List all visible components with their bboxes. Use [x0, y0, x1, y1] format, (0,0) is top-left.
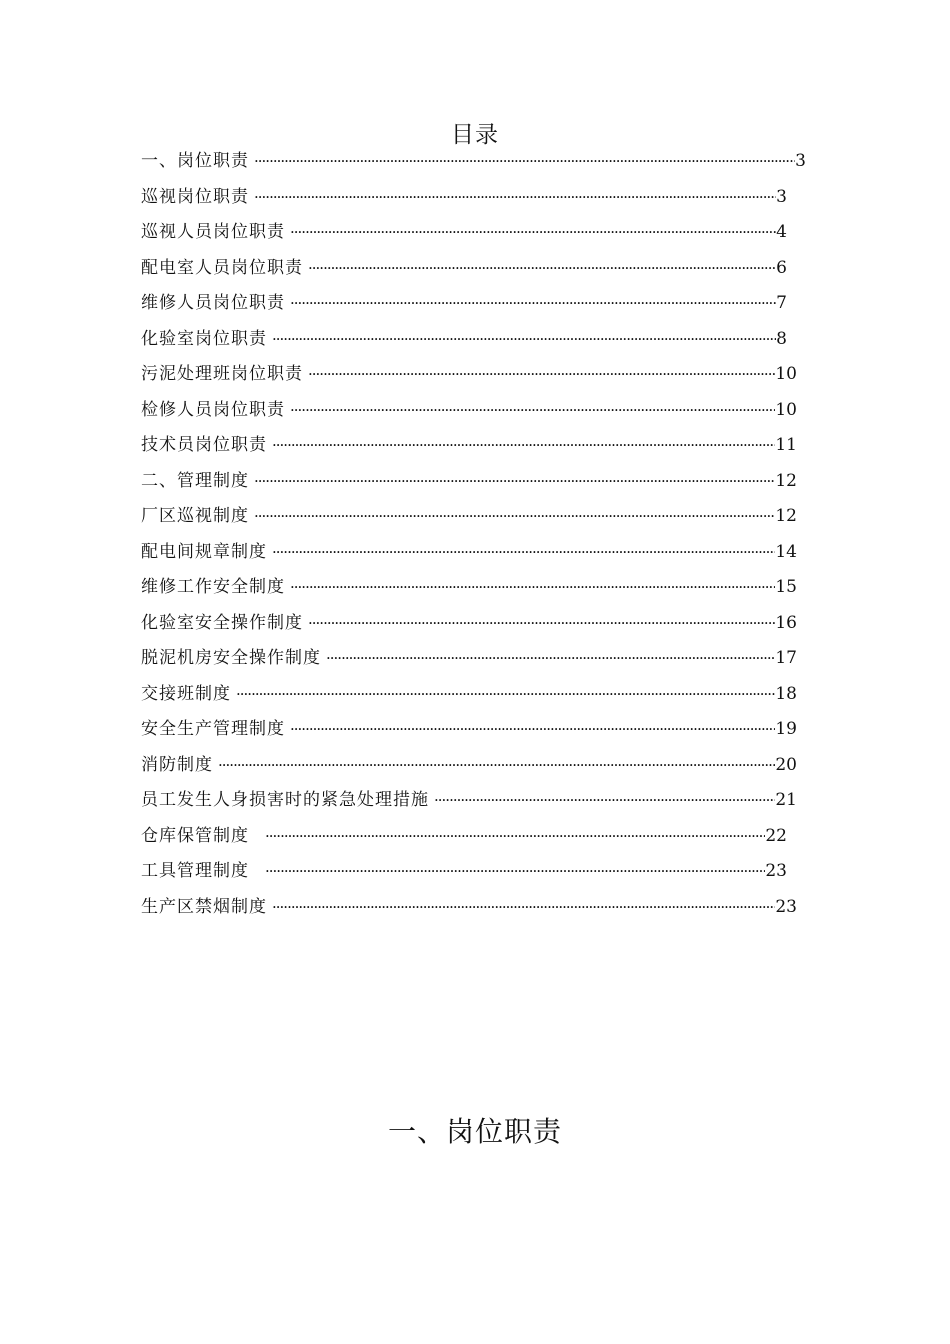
toc-dot-leader [249, 820, 765, 852]
section-heading: 一、岗位职责 [387, 1115, 562, 1148]
toc-entry[interactable] [141, 607, 797, 639]
toc-entry-page: 4 [776, 222, 787, 242]
toc-dot-leader [267, 429, 775, 461]
toc-dot-leader [249, 855, 765, 887]
toc-dot-leader [303, 252, 776, 284]
toc-entry-page: 7 [776, 293, 787, 313]
toc-title: 目录 [451, 122, 499, 148]
toc-dot-leader [285, 394, 775, 426]
toc-entry-label: 二、管理制度 [141, 470, 249, 491]
toc-entry-label: 一、岗位职责 [141, 151, 249, 171]
toc-entry[interactable] [141, 678, 797, 710]
toc-entry[interactable] [141, 571, 797, 603]
toc-entry[interactable] [141, 287, 787, 319]
toc-entry[interactable] [141, 820, 787, 852]
toc-entry[interactable] [141, 536, 797, 568]
toc-dot-leader [303, 358, 775, 390]
toc-entry-page: 3 [776, 186, 787, 207]
toc-dot-leader [285, 713, 775, 745]
toc-entry-label: 技术员岗位职责 [141, 435, 267, 455]
toc-entry-page: 10 [775, 364, 797, 384]
toc-entry-page: 18 [775, 683, 797, 704]
toc-dot-leader [285, 216, 776, 248]
toc-entry-page: 3 [795, 151, 806, 171]
toc-entry-label: 员工发生人身损害时的紧急处理措施 [141, 790, 429, 810]
toc-dot-leader [249, 181, 776, 213]
toc-entry[interactable] [141, 855, 787, 887]
toc-dot-leader [429, 784, 775, 816]
toc-entry-page: 20 [775, 754, 797, 775]
toc-entry-page: 19 [775, 719, 797, 739]
toc-entry-page: 14 [775, 541, 797, 562]
toc-entry[interactable] [141, 252, 787, 284]
toc-entry[interactable] [141, 465, 797, 497]
toc-entry-label: 配电室人员岗位职责 [141, 257, 303, 278]
toc-entry[interactable] [141, 713, 797, 745]
toc-entry-page: 17 [775, 648, 797, 668]
toc-dot-leader [213, 749, 775, 781]
toc-dot-leader [285, 571, 775, 603]
toc-entry-label: 仓库保管制度 [141, 825, 249, 846]
toc-entry-page: 22 [765, 825, 787, 846]
toc-entry-label: 厂区巡视制度 [141, 506, 249, 526]
toc-entry-page: 23 [765, 861, 787, 881]
toc-entry-page: 6 [776, 257, 787, 278]
toc-entry[interactable] [141, 323, 787, 355]
toc-entry-label: 巡视人员岗位职责 [141, 222, 285, 242]
toc-entry-page: 11 [775, 435, 797, 455]
toc-dot-leader [321, 642, 775, 674]
toc-dot-leader [267, 891, 775, 923]
toc-dot-leader [267, 323, 776, 355]
toc-entry[interactable] [141, 749, 797, 781]
toc-dot-leader [285, 287, 776, 319]
toc-entry[interactable] [141, 784, 797, 816]
toc-entry-page: 10 [775, 399, 797, 420]
toc-dot-leader [249, 465, 775, 497]
toc-entry-label: 配电间规章制度 [141, 541, 267, 562]
toc-entry[interactable] [141, 145, 806, 177]
toc-entry-label: 消防制度 [141, 754, 213, 775]
toc-entry[interactable] [141, 500, 797, 532]
toc-entry-label: 化验室岗位职责 [141, 328, 267, 349]
toc-entry-label: 安全生产管理制度 [141, 719, 285, 739]
toc-entry-page: 23 [775, 896, 797, 917]
toc-dot-leader [231, 678, 775, 710]
toc-dot-leader [249, 145, 795, 177]
toc-entry-page: 8 [776, 328, 787, 349]
toc-entry[interactable] [141, 394, 797, 426]
toc-entry-label: 污泥处理班岗位职责 [141, 364, 303, 384]
toc-entry[interactable] [141, 358, 797, 390]
toc-entry-page: 12 [775, 506, 797, 526]
toc-entry[interactable] [141, 181, 787, 213]
toc-entry-label: 化验室安全操作制度 [141, 612, 303, 633]
toc-entry[interactable] [141, 642, 797, 674]
toc-entry-page: 16 [775, 612, 797, 633]
toc-entry[interactable] [141, 429, 797, 461]
toc-entry-label: 维修工作安全制度 [141, 577, 285, 597]
toc-entry-label: 脱泥机房安全操作制度 [141, 648, 321, 668]
toc-entry-page: 12 [775, 470, 797, 491]
toc-dot-leader [303, 607, 775, 639]
toc-dot-leader [267, 536, 775, 568]
toc-dot-leader [249, 500, 775, 532]
toc-entry-label: 生产区禁烟制度 [141, 896, 267, 917]
toc-entry-label: 检修人员岗位职责 [141, 399, 285, 420]
toc-entry[interactable] [141, 891, 797, 923]
toc-entry-label: 维修人员岗位职责 [141, 293, 285, 313]
toc-entry[interactable] [141, 216, 787, 248]
toc-entry-page: 21 [775, 790, 797, 810]
toc-entry-label: 工具管理制度 [141, 861, 249, 881]
toc-entry-label: 交接班制度 [141, 683, 231, 704]
toc-entry-label: 巡视岗位职责 [141, 186, 249, 207]
toc-entry-page: 15 [775, 577, 797, 597]
